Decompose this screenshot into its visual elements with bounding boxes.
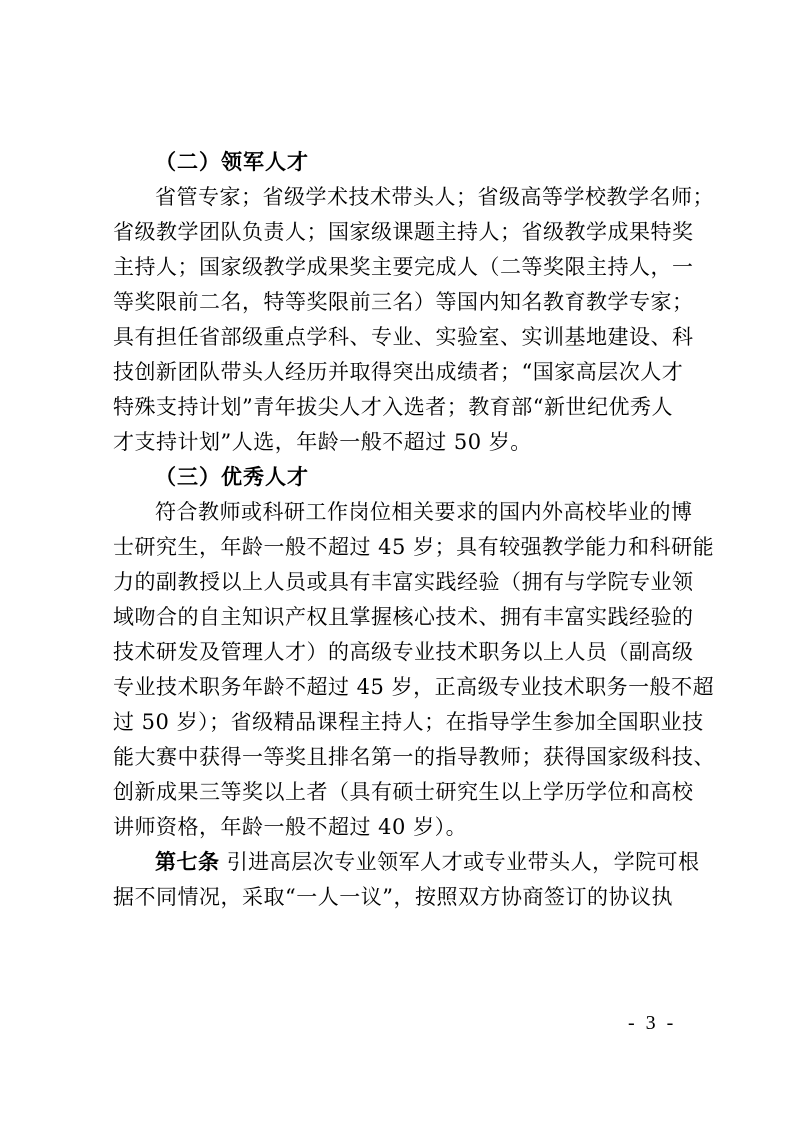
- paragraph-line: 省管专家；省级学术技术带头人；省级高等学校教学名师；: [155, 185, 714, 209]
- paragraph-line: 省级教学团队负责人；国家级课题主持人；省级教学成果特奖: [113, 220, 694, 244]
- section-heading-excellent-talent: （三）优秀人才: [155, 465, 309, 489]
- article-7-first-line: [113, 845, 700, 880]
- paragraph-line: 符合教师或科研工作岗位相关要求的国内外高校毕业的博: [155, 500, 693, 524]
- page-number: - 3 -: [628, 1012, 677, 1034]
- paragraph-line: 过 50 岁）；省级精品课程主持人；在指导学生参加全国职业技: [113, 710, 704, 734]
- paragraph-line: 才支持计划”人选，年龄一般不超过 50 岁。: [113, 430, 532, 454]
- paragraph-line: 据不同情况，采取“一人一议”，按照双方协商签订的协议执: [113, 885, 673, 909]
- document-body: [113, 145, 715, 915]
- section-heading-leading-talent: （二）领军人才: [155, 150, 309, 174]
- paragraph-line: 讲师资格，年龄一般不超过 40 岁）。: [113, 815, 468, 839]
- article-label: 第七条: [155, 850, 220, 874]
- paragraph-line: 士研究生，年龄一般不超过 45 岁；具有较强教学能力和科研能: [113, 535, 715, 559]
- paragraph-line: 具有担任省部级重点学科、专业、实验室、实训基地建设、科: [113, 325, 694, 349]
- paragraph-line: 力的副教授以上人员或具有丰富实践经验（拥有与学院专业领: [113, 570, 694, 594]
- paragraph-line: 技创新团队带头人经历并取得突出成绩者；“国家高层次人才: [113, 360, 684, 384]
- paragraph-line: 特殊支持计划”青年拔尖人才入选者；教育部“新世纪优秀人: [113, 395, 673, 419]
- article-text: 引进高层次专业领军人才或专业带头人，学院可根: [226, 850, 700, 874]
- paragraph-line: 域吻合的自主知识产权且掌握核心技术、拥有丰富实践经验的: [113, 605, 694, 629]
- paragraph-line: 能大赛中获得一等奖且排名第一的指导教师；获得国家级科技、: [113, 745, 715, 769]
- paragraph-line: 创新成果三等奖以上者（具有硕士研究生以上学历学位和高校: [113, 780, 694, 804]
- paragraph-line: 主持人；国家级教学成果奖主要完成人（二等奖限主持人，一: [113, 255, 694, 279]
- paragraph-line: 技术研发及管理人才）的高级专业技术职务以上人员（副高级: [113, 640, 694, 664]
- paragraph-line: 专业技术职务年龄不超过 45 岁，正高级专业技术职务一般不超: [113, 675, 715, 699]
- paragraph-line: 等奖限前二名，特等奖限前三名）等国内知名教育教学专家；: [113, 290, 694, 314]
